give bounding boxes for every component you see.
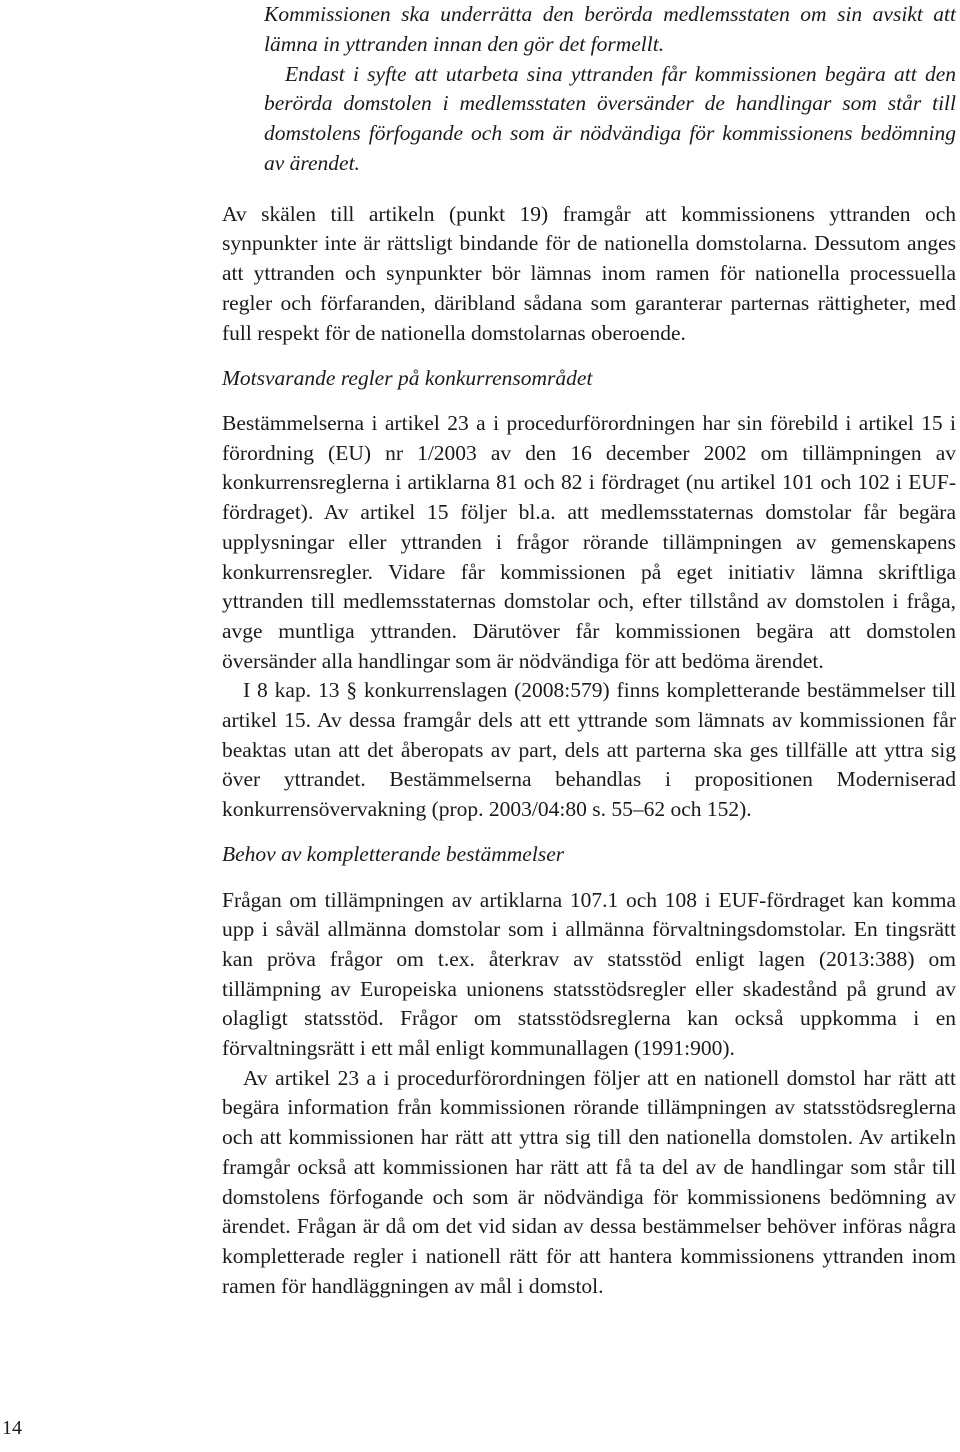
quoted-paragraph-1: Kommissionen ska underrätta den berörda medlemsstaten om sin avsikt att lämna in yttranden innan den gör det formellt.: [264, 2, 956, 56]
competition-paragraph-2: I 8 kap. 13 § konkurrenslagen (2008:579) finns kompletterande bestämmelser till artikel 15. Av dessa framgår dels att ett yttrande som lämnats av kommissionen får beaktas utan att det åberopats av part, dels att parterna ska ges tillfälle att yttra sig över yttrandet. Bestämmelserna behandlas i propositionen Moderniserad konkurrensövervakning (prop. 2003/04:80 s. 55–62 och 152).: [222, 678, 956, 822]
page-number: 14: [2, 1417, 22, 1439]
section-heading-need: Behov av kompletterande bestämmelser: [222, 841, 565, 866]
body-paragraph-1: Av skälen till artikeln (punkt 19) framgår att kommissionens yttranden och synpunkter inte är rättsligt bindande för de nationella domstolarna. Dessutom anges att yttranden och synpunkter bör lämnas inom ramen för nationella processuella regler och förfaranden, däribland sådana som garanterar parternas rättigheter, med full respekt för de nationella domstolarnas oberoende.: [222, 201, 956, 345]
need-paragraph-1: Frågan om tillämpningen av artiklarna 107.1 och 108 i EUF-fördraget kan komma upp i såväl allmänna domstolar som i allmänna förvaltningsdomstolar. En tingsrätt kan pröva frågor om t.ex. återkrav av statsstöd enligt lagen (2013:388) om tillämpning av Europeiska unionens statsstödsregler eller skadestånd på grund av olagligt statsstöd. Frågor om statsstödsreglerna kan också uppkomma i en förvaltningsrätt i ett mål enligt kommunallagen (1991:900).: [222, 887, 956, 1061]
competition-paragraph-1: Bestämmelserna i artikel 23 a i procedurförordningen har sin förebild i artikel 15 i förordning (EU) nr 1/2003 av den 16 december 2002 om tillämpningen av konkurrensreglerna i artiklarna 81 och 82 i fördraget (nu artikel 101 och 102 i EUF-fördraget). Av artikel 15 följer bl.a. att medlemsstaternas domstolar får begära upplysningar eller yttranden i frågor rörande tillämpningen av gemenskapens konkurrensregler. Vidare får kommissionen på eget initiativ lämna skriftliga yttranden till medlemsstaternas domstolar och, efter tillstånd av domstolen i fråga, avge muntliga yttranden. Därutöver får kommissionen begära att domstolen översänder alla handlingar som är nödvändiga för att bedöma ärendet.: [222, 411, 956, 673]
page-body: [222, 0, 956, 1301]
section-heading-competition: Motsvarande regler på konkurrensområdet: [222, 366, 593, 391]
quoted-paragraph-2: Endast i syfte att utarbeta sina yttranden får kommissionen begära att den berörda domstolen i medlemsstaten översänder de handlingar som står till domstolens förfogande och som är nödvändiga för kommissionens bedömning av ärendet.: [264, 61, 956, 175]
need-paragraph-2: Av artikel 23 a i procedurförordningen följer att en nationell domstol har rätt att begära information från kommissionen rörande tillämpningen av statsstödsreglerna och att kommissionen har rätt att yttra sig till den nationella domstolen. Av artikeln framgår också att kommissionen har rätt att få ta del av de handlingar som står till domstolens förfogande och som är nödvändiga för kommissionens bedömning av ärendet. Frågan är då om det vid sidan av dessa bestämmelser behöver införas några kompletterade regler i nationell rätt för att hantera kommissionens yttranden inom ramen för handläggningen av mål i domstol.: [222, 1065, 956, 1298]
